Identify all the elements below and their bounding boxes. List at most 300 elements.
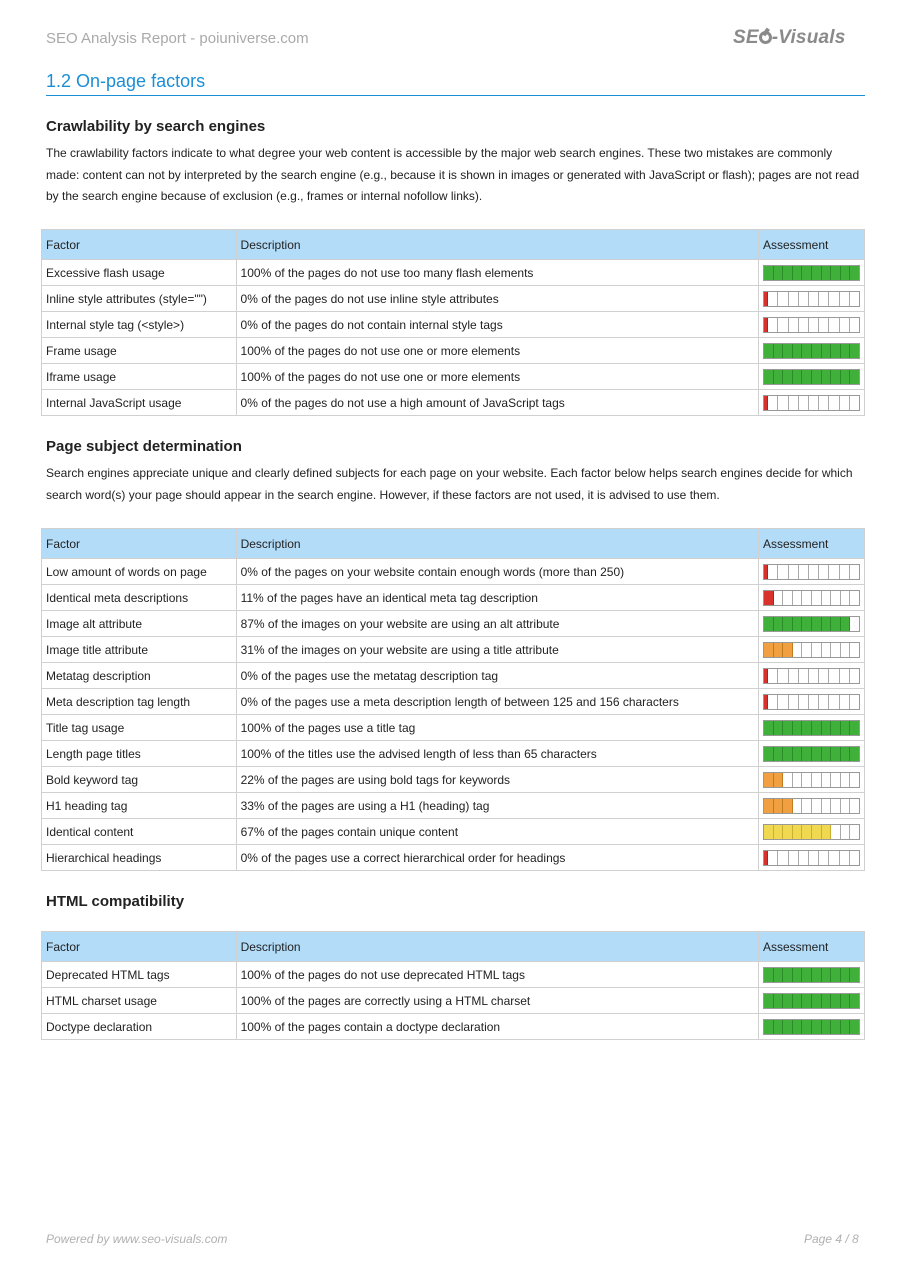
assessment-bar [763,772,860,788]
assessment-segment [774,773,784,787]
table-row [42,338,865,364]
factor-cell: Metatag description [42,663,237,689]
assessment-segment [812,344,822,358]
table-row [42,845,865,871]
assessment-segment [778,396,788,410]
description-cell: 100% of the titles use the advised length of less than 65 characters [236,741,758,767]
assessment-segment [789,565,799,579]
assessment-segment [802,617,812,631]
table-row [42,741,865,767]
assessment-bar [763,642,860,658]
table-row [42,390,865,416]
assessment-segment [774,1020,784,1034]
assessment-segment [793,825,803,839]
assessment-cell [758,312,864,338]
assessment-segment [764,1020,774,1034]
assessment-segment [783,825,793,839]
assessment-segment [789,318,799,332]
assessment-segment [812,266,822,280]
assessment-segment [812,370,822,384]
assessment-segment [802,968,812,982]
description-cell: 11% of the pages have an identical meta tag description [236,585,758,611]
factor-cell: HTML charset usage [42,988,237,1014]
assessment-segment [822,617,832,631]
assessment-segment [841,799,851,813]
assessment-bar [763,590,860,606]
table-row [42,793,865,819]
assessment-segment [831,773,841,787]
assessment-bar [763,1019,860,1035]
assessment-segment [764,773,774,787]
table-row [42,767,865,793]
assessment-segment [812,747,822,761]
assessment-cell [758,741,864,767]
assessment-segment [778,695,788,709]
assessment-segment [841,643,851,657]
factor-cell: Title tag usage [42,715,237,741]
assessment-segment [812,799,822,813]
assessment-segment [778,565,788,579]
assessment-segment [840,695,850,709]
assessment-segment [822,994,832,1008]
assessment-segment [799,851,809,865]
assessment-segment [793,773,803,787]
assessment-segment [809,669,819,683]
assessment-segment [829,669,839,683]
group-heading-page-subject: Page subject determination [46,438,242,455]
assessment-segment [822,721,832,735]
assessment-segment [812,968,822,982]
assessment-segment [841,994,851,1008]
assessment-segment [850,773,859,787]
factor-cell: Image title attribute [42,637,237,663]
assessment-segment [819,851,829,865]
assessment-segment [831,747,841,761]
assessment-segment [812,591,822,605]
group-heading-html-compat: HTML compatibility [46,893,185,910]
column-header-factor: Factor [42,529,237,559]
assessment-cell [758,338,864,364]
assessment-segment [802,1020,812,1034]
assessment-segment [774,994,784,1008]
assessment-segment [809,396,819,410]
assessment-bar [763,824,860,840]
logo-o-icon [759,31,772,44]
assessment-bar [763,616,860,632]
table-row [42,689,865,715]
assessment-segment [764,266,774,280]
assessment-segment [809,695,819,709]
column-header-factor: Factor [42,932,237,962]
assessment-segment [809,565,819,579]
assessment-segment [764,994,774,1008]
assessment-segment [799,396,809,410]
assessment-segment [799,565,809,579]
column-header-assessment: Assessment [758,230,864,260]
assessment-segment [841,617,851,631]
assessment-segment [778,669,788,683]
factor-cell: Length page titles [42,741,237,767]
assessment-segment [799,669,809,683]
assessment-segment [783,591,793,605]
description-cell: 100% of the pages are correctly using a HTML charset [236,988,758,1014]
assessment-segment [812,1020,822,1034]
assessment-segment [831,799,841,813]
assessment-segment [793,968,803,982]
assessment-segment [783,643,793,657]
assessment-segment [831,370,841,384]
assessment-segment [764,825,774,839]
group-intro-page-subject: Search engines appreciate unique and clearly defined subjects for each page on your website. Each factor below helps search engines decide for which search word(s) your page should appear in the search engine. However, if these factors are not used, it is advised to use them. [46,466,853,502]
factor-cell: Identical meta descriptions [42,585,237,611]
factor-cell: Frame usage [42,338,237,364]
assessment-segment [802,370,812,384]
assessment-segment [819,669,829,683]
assessment-bar [763,564,860,580]
seo-visuals-logo: SE -Visuals [733,27,846,48]
assessment-segment [822,968,832,982]
assessment-cell [758,663,864,689]
factor-cell: Identical content [42,819,237,845]
assessment-segment [841,773,851,787]
column-header-description: Description [236,932,758,962]
assessment-segment [831,825,841,839]
table-row [42,988,865,1014]
assessment-segment [764,643,774,657]
assessment-segment [783,370,793,384]
assessment-cell [758,689,864,715]
assessment-segment [831,721,841,735]
assessment-segment [850,370,859,384]
assessment-segment [841,825,851,839]
assessment-segment [829,292,839,306]
description-cell: 22% of the pages are using bold tags for keywords [236,767,758,793]
column-header-factor: Factor [42,230,237,260]
assessment-segment [783,747,793,761]
assessment-cell [758,286,864,312]
description-cell: 0% of the pages use a correct hierarchical order for headings [236,845,758,871]
assessment-segment [850,318,859,332]
assessment-segment [802,773,812,787]
assessment-segment [850,396,859,410]
assessment-cell [758,767,864,793]
crawlability-table [41,229,865,416]
section-title: 1.2 On-page factors [46,71,206,91]
factor-cell: Iframe usage [42,364,237,390]
assessment-segment [850,344,859,358]
assessment-segment [850,695,859,709]
assessment-segment [789,695,799,709]
assessment-segment [778,851,788,865]
assessment-segment [789,292,799,306]
table-row [42,286,865,312]
assessment-cell [758,559,864,585]
assessment-segment [783,266,793,280]
assessment-segment [822,747,832,761]
section-divider [46,95,865,96]
assessment-bar [763,265,860,281]
assessment-segment [812,617,822,631]
assessment-segment [799,318,809,332]
assessment-segment [812,825,822,839]
description-cell: 33% of the pages are using a H1 (heading) tag [236,793,758,819]
assessment-segment [840,565,850,579]
assessment-segment [783,994,793,1008]
assessment-bar [763,343,860,359]
table-row [42,819,865,845]
assessment-cell [758,260,864,286]
assessment-segment [819,396,829,410]
description-cell: 100% of the pages contain a doctype declaration [236,1014,758,1040]
assessment-segment [850,266,859,280]
assessment-segment [802,825,812,839]
table-row [42,637,865,663]
assessment-segment [768,565,778,579]
table-row [42,312,865,338]
assessment-segment [764,747,774,761]
assessment-segment [802,344,812,358]
assessment-segment [840,396,850,410]
assessment-segment [783,1020,793,1034]
assessment-segment [841,370,851,384]
assessment-cell [758,819,864,845]
assessment-segment [812,721,822,735]
assessment-segment [799,695,809,709]
footer-powered-by: Powered by www.seo-visuals.com [46,1232,228,1246]
assessment-segment [819,292,829,306]
assessment-segment [774,968,784,982]
assessment-segment [831,344,841,358]
table-row [42,585,865,611]
column-header-description: Description [236,230,758,260]
assessment-segment [793,643,803,657]
assessment-segment [822,591,832,605]
assessment-cell [758,611,864,637]
assessment-segment [774,747,784,761]
assessment-segment [841,266,851,280]
assessment-segment [850,968,859,982]
page-subject-table [41,528,865,871]
assessment-segment [774,266,784,280]
assessment-segment [809,851,819,865]
assessment-bar [763,746,860,762]
description-cell: 100% of the pages do not use deprecated HTML tags [236,962,758,988]
assessment-segment [822,643,832,657]
assessment-segment [841,968,851,982]
assessment-segment [831,591,841,605]
factor-cell: Deprecated HTML tags [42,962,237,988]
assessment-segment [793,721,803,735]
assessment-segment [793,994,803,1008]
assessment-cell [758,793,864,819]
assessment-segment [840,318,850,332]
factor-cell: Excessive flash usage [42,260,237,286]
assessment-segment [802,721,812,735]
assessment-segment [768,396,778,410]
table-row [42,559,865,585]
factor-cell: Doctype declaration [42,1014,237,1040]
assessment-bar [763,798,860,814]
description-cell: 0% of the pages do not use a high amount of JavaScript tags [236,390,758,416]
assessment-segment [850,825,859,839]
assessment-segment [822,344,832,358]
assessment-cell [758,988,864,1014]
assessment-segment [764,591,774,605]
assessment-segment [774,825,784,839]
assessment-segment [802,994,812,1008]
assessment-segment [812,773,822,787]
assessment-segment [783,721,793,735]
assessment-segment [783,799,793,813]
description-cell: 100% of the pages do not use too many flash elements [236,260,758,286]
assessment-bar [763,668,860,684]
assessment-segment [774,799,784,813]
assessment-segment [840,292,850,306]
assessment-segment [822,773,832,787]
assessment-segment [819,565,829,579]
assessment-segment [850,617,859,631]
assessment-segment [850,643,859,657]
assessment-segment [819,318,829,332]
assessment-segment [802,266,812,280]
assessment-segment [783,968,793,982]
assessment-segment [793,344,803,358]
description-cell: 100% of the pages do not use one or more elements [236,338,758,364]
description-cell: 67% of the pages contain unique content [236,819,758,845]
assessment-segment [793,1020,803,1034]
group-intro-crawlability: The crawlability factors indicate to what degree your web content is accessible by the major web search engines. These two mistakes are commonly made: content can not by interpreted by the search engine (e.g., because it is shown in images or generated with JavaScript or flash); pages are not read by the search engine because of exclusion (e.g., frames or internal nofollow links). [46,146,860,203]
description-cell: 0% of the pages on your website contain enough words (more than 250) [236,559,758,585]
assessment-segment [783,773,793,787]
column-header-assessment: Assessment [758,529,864,559]
assessment-cell [758,845,864,871]
factor-cell: Image alt attribute [42,611,237,637]
assessment-segment [850,851,859,865]
assessment-segment [764,968,774,982]
description-cell: 0% of the pages use a meta description length of between 125 and 156 characters [236,689,758,715]
assessment-segment [768,669,778,683]
assessment-segment [802,591,812,605]
assessment-segment [774,617,784,631]
assessment-segment [850,799,859,813]
assessment-bar [763,720,860,736]
factor-cell: Internal style tag (<style>) [42,312,237,338]
assessment-cell [758,715,864,741]
assessment-segment [793,266,803,280]
report-title: SEO Analysis Report - poiuniverse.com [46,30,309,47]
assessment-segment [802,643,812,657]
assessment-segment [778,318,788,332]
assessment-segment [829,851,839,865]
assessment-segment [793,747,803,761]
assessment-segment [764,617,774,631]
assessment-segment [768,318,778,332]
html-compat-table [41,931,865,1040]
column-header-description: Description [236,529,758,559]
assessment-segment [822,1020,832,1034]
assessment-segment [764,370,774,384]
assessment-segment [822,370,832,384]
assessment-bar [763,694,860,710]
table-row [42,611,865,637]
assessment-segment [829,396,839,410]
table-row [42,1014,865,1040]
assessment-segment [841,344,851,358]
assessment-segment [831,968,841,982]
factor-cell: Bold keyword tag [42,767,237,793]
assessment-segment [809,292,819,306]
footer-page-number: Page 4 / 8 [804,1232,859,1246]
assessment-segment [819,695,829,709]
assessment-segment [789,396,799,410]
column-header-assessment: Assessment [758,932,864,962]
assessment-segment [774,721,784,735]
assessment-segment [850,747,859,761]
description-cell: 100% of the pages use a title tag [236,715,758,741]
assessment-segment [802,799,812,813]
factor-cell: Inline style attributes (style="") [42,286,237,312]
factor-cell: H1 heading tag [42,793,237,819]
assessment-segment [774,344,784,358]
assessment-segment [841,591,851,605]
assessment-bar [763,850,860,866]
assessment-segment [768,695,778,709]
assessment-segment [774,643,784,657]
assessment-segment [831,1020,841,1034]
assessment-segment [850,565,859,579]
factor-cell: Low amount of words on page [42,559,237,585]
assessment-segment [774,370,784,384]
assessment-cell [758,585,864,611]
factor-cell: Internal JavaScript usage [42,390,237,416]
assessment-segment [822,825,832,839]
description-cell: 87% of the images on your website are using an alt attribute [236,611,758,637]
assessment-segment [768,292,778,306]
description-cell: 0% of the pages do not contain internal style tags [236,312,758,338]
assessment-segment [799,292,809,306]
assessment-segment [831,994,841,1008]
assessment-segment [841,1020,851,1034]
assessment-bar [763,993,860,1009]
assessment-segment [831,617,841,631]
assessment-segment [812,643,822,657]
description-cell: 31% of the images on your website are using a title attribute [236,637,758,663]
assessment-segment [764,799,774,813]
assessment-segment [809,318,819,332]
assessment-segment [840,851,850,865]
assessment-segment [829,318,839,332]
assessment-bar [763,291,860,307]
table-row [42,962,865,988]
assessment-segment [840,669,850,683]
assessment-segment [789,851,799,865]
assessment-segment [774,591,784,605]
assessment-segment [793,617,803,631]
assessment-cell [758,962,864,988]
assessment-segment [850,721,859,735]
assessment-cell [758,637,864,663]
assessment-segment [850,669,859,683]
table-row [42,663,865,689]
description-cell: 100% of the pages do not use one or more elements [236,364,758,390]
assessment-cell [758,1014,864,1040]
assessment-segment [793,370,803,384]
assessment-bar [763,369,860,385]
description-cell: 0% of the pages do not use inline style attributes [236,286,758,312]
assessment-segment [793,799,803,813]
group-heading-crawlability: Crawlability by search engines [46,118,266,135]
assessment-segment [783,617,793,631]
